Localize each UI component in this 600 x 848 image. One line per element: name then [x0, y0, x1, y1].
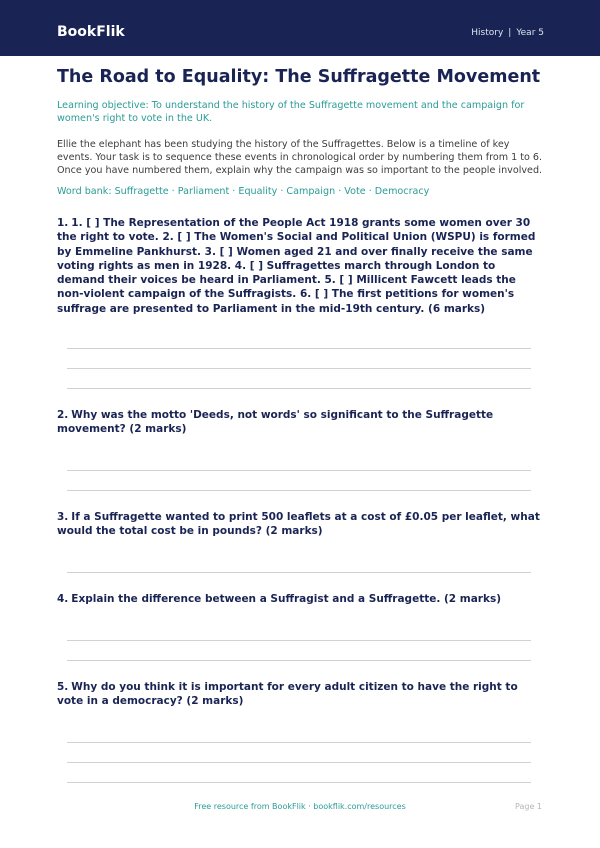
answer-line[interactable]	[67, 348, 531, 349]
question-5	[57, 680, 543, 709]
question-text: Explain the difference between a Suffragist and a Suffragette. (2 marks)	[71, 593, 501, 605]
word-bank: Word bank: Suffragette · Parliament · Equality · Campaign · Vote · Democracy	[57, 186, 430, 197]
answer-line[interactable]	[67, 660, 531, 661]
answer-line[interactable]	[67, 782, 531, 783]
learning-objective: Learning objective: To understand the history of the Suffragette movement and the campaign for women's right to vote in the UK.	[57, 100, 525, 124]
answer-line[interactable]	[67, 640, 531, 641]
question-number: 4.	[57, 593, 69, 605]
question-1	[57, 216, 543, 316]
footer-link[interactable]: Free resource from BookFlik · bookflik.com/resources	[194, 802, 406, 811]
question-text: 1. [ ] The Representation of the People Act 1918 grants some women over 30 the right to vote. 2. [ ] The Women's Social and Political Union (WSPU) is formed by Emmeline Pankhurst. 3. [ ] Women aged 21 and over finally receive the same voting rights as men in 1928. 4. [ ] Suffragettes march through London to demand their voices be heard in Parliament. 5. [ ] Millicent Fawcett leads the non-violent campaign of the Suffragists. 6. [ ] The first petitions for women's suffrage are presented to Parliament in the mid-19th century. (6 marks)	[57, 217, 536, 315]
answer-line[interactable]	[67, 388, 531, 389]
breadcrumb-subject[interactable]: History	[471, 28, 504, 38]
answer-line[interactable]	[67, 470, 531, 471]
answer-line[interactable]	[67, 742, 531, 743]
question-number: 1.	[57, 217, 69, 229]
question-text: If a Suffragette wanted to print 500 leaflets at a cost of £0.05 per leaflet, what would the total cost be in pounds? (2 marks)	[57, 511, 540, 538]
question-2	[57, 408, 543, 437]
question-number: 3.	[57, 511, 69, 523]
header-bar	[0, 0, 600, 56]
page-number: Page 1	[515, 802, 542, 811]
answer-line[interactable]	[67, 572, 531, 573]
question-text: Why was the motto 'Deeds, not words' so significant to the Suffragette movement? (2 marks)	[57, 409, 494, 436]
brand-logo[interactable]: BookFlik	[57, 24, 125, 40]
page-title: The Road to Equality: The Suffragette Movement	[57, 67, 541, 87]
question-3	[57, 510, 543, 539]
breadcrumb-year[interactable]: Year 5	[516, 28, 544, 38]
answer-line[interactable]	[67, 490, 531, 491]
question-text: Why do you think it is important for every adult citizen to have the right to vote in a democracy? (2 marks)	[57, 681, 518, 708]
answer-line[interactable]	[67, 368, 531, 369]
breadcrumb-separator: |	[508, 28, 512, 38]
question-number: 2.	[57, 409, 69, 421]
answer-line[interactable]	[67, 762, 531, 763]
question-4	[57, 592, 543, 606]
question-number: 5.	[57, 681, 69, 693]
intro-text: Ellie the elephant has been studying the history of the Suffragettes. Below is a timeline of key events. Your task is to sequence these events in chronological order by numbering them from 1 to 6. Once you have numbered them, explain why the campaign was so important to the people involved.	[57, 139, 543, 176]
breadcrumb	[471, 27, 544, 39]
